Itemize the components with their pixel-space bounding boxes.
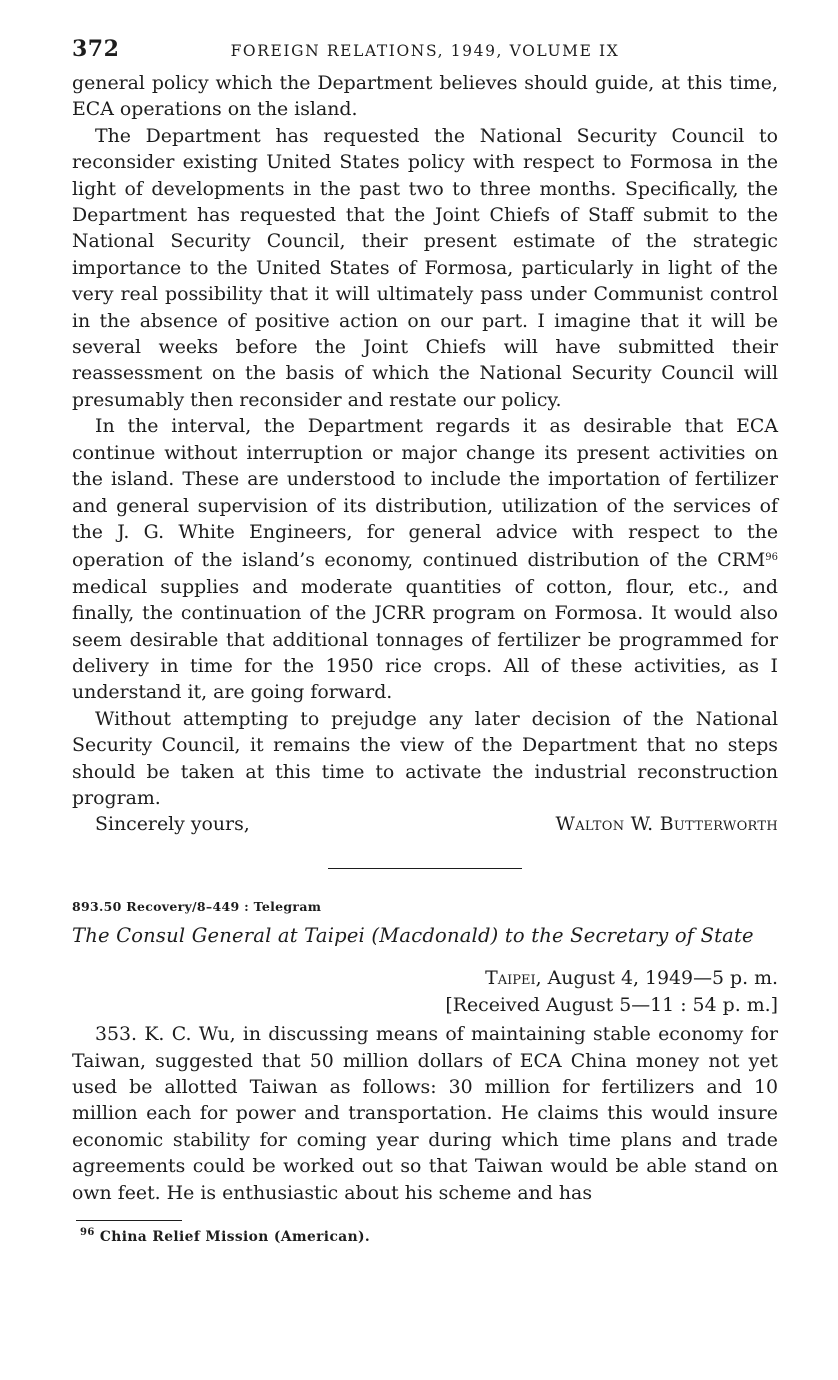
dateline-received: [Received August 5—11 : 54 p. m.] xyxy=(445,993,778,1016)
running-title: FOREIGN RELATIONS, 1949, VOLUME IX xyxy=(230,42,620,60)
footnote-reference-96: 96 xyxy=(765,552,778,564)
letter-paragraph-1: general policy which the Department believes should guide, at this time, ECA operations on the island. xyxy=(72,72,778,121)
running-header xyxy=(72,36,778,70)
signature: Walton W. Butterworth xyxy=(555,813,778,836)
footnote-marker: 96 xyxy=(80,1227,95,1239)
telegram-paragraph-1: 353. K. C. Wu, in discussing means of maintaining stable economy for Taiwan, suggested that 50 million dollars of ECA China money not yet used be allotted Taiwan as follows: 30 million for fertilizers and 10 million each for power and transportation. He claims this would insure economic stability for coming year during which time plans and trade agreements could be worked out so that Taiwan would be able stand on own feet. He is enthusiastic about his scheme and has xyxy=(72,1023,778,1204)
dateline-sent xyxy=(72,965,778,991)
letter-paragraph-3 xyxy=(72,413,778,705)
letter-paragraph-4: Without attempting to prejudge any later decision of the National Security Council, it remains the view of the Department that no steps should be taken at this time to activate the industrial reconstruction program. xyxy=(72,707,778,809)
section-divider xyxy=(328,868,522,869)
footnote-96 xyxy=(80,1227,778,1245)
footnote-text: China Relief Mission (American). xyxy=(94,1229,371,1246)
letter-paragraph-3-text-b: medical supplies and moderate quantities of cotton, flour, etc., and finally, the continuation of the JCRR program on Formosa. It would also seem desirable that additional tonnages of fertilizer be programmed for delivery in time for the 1950 rice crops. All of these activities, as I understand it, are going forward. xyxy=(72,575,778,704)
dateline xyxy=(72,965,778,1018)
letter-closing xyxy=(72,811,778,838)
page-number: 372 xyxy=(72,36,120,62)
footnote-rule xyxy=(76,1220,182,1221)
letter-paragraph-2: The Department has requested the National Security Council to reconsider existing United States policy with respect to Formosa in the light of developments in the past two to three months. Specifically, the Department has requested that the Joint Chiefs of Staff submit to the National Security Council, their present estimate of the strategic importance to the United States of Formosa, particularly in light of the very real possibility that it will ultimately pass under Communist control in the absence of positive action on our part. I imagine that it will be several weeks before the Joint Chiefs will have submitted their reassessment on the basis of which the National Security Council will presumably then reconsider and restate our policy. xyxy=(72,124,778,411)
file-reference: 893.50 Recovery/8–449 : Telegram xyxy=(72,899,322,915)
document-page xyxy=(72,36,778,1245)
dateline-place: Taipei xyxy=(485,967,536,990)
dateline-date: , August 4, 1949—5 p. m. xyxy=(535,967,778,990)
letter-paragraph-3-text-a: In the interval, the Department regards it as desirable that ECA continue without interruption or major change its present activities on the island. These are understood to include the importation of fertilizer and general supervision of its distribution, utilization of the services of the J. G. White Engineers, for general advice with respect to the operation of the island’s economy, continued distribution of the CRM xyxy=(72,415,778,572)
document-title: The Consul General at Taipei (Macdonald) to the Secretary of State xyxy=(72,924,754,948)
closing-salutation: Sincerely yours, xyxy=(95,813,250,836)
